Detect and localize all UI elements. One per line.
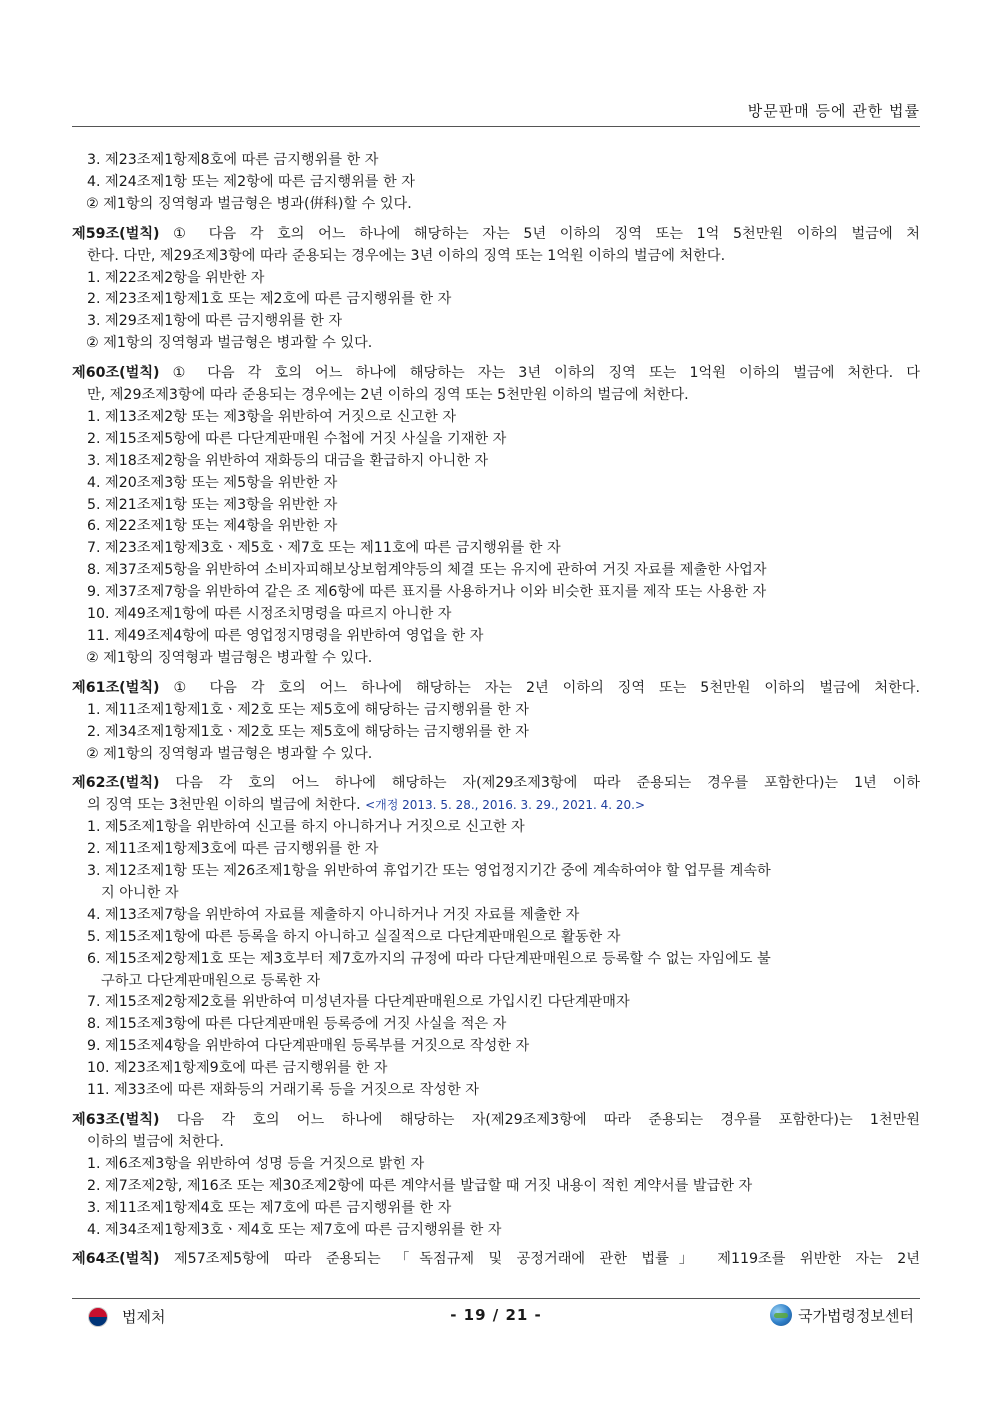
globe-logo-icon bbox=[770, 1304, 792, 1326]
article-heading bbox=[72, 1110, 920, 1132]
clause-item: 10. 제49조제1항에 따른 시정조치명령을 따르지 아니한 자 bbox=[87, 606, 452, 623]
continuation-text: 의 징역 또는 3천만원 이하의 벌금에 처한다. bbox=[87, 797, 366, 814]
clause-item: 4. 제20조제3항 또는 제5항을 위반한 자 bbox=[87, 474, 338, 491]
clause-item: 4. 제24조제1항 또는 제2항에 따른 금지행위를 한 자 bbox=[87, 173, 415, 190]
article-lead-text: 다음 각 호의 어느 하나에 해당하는 자(제29조제3항에 따라 준용되는 경우를 포함한다)는 1천만원 bbox=[159, 1112, 920, 1128]
clause-item: 7. 제15조제2항제2호를 위반하여 미성년자를 다단계판매원으로 가입시킨 다단계판매자 bbox=[87, 994, 630, 1011]
clause-item: 1. 제11조제1항제1호ㆍ제2호 또는 제5호에 해당하는 금지행위를 한 자 bbox=[87, 701, 529, 718]
clause-item: 10. 제23조제1항제9호에 따른 금지행위를 한 자 bbox=[87, 1060, 388, 1077]
article-number: 제63조(벌칙) bbox=[72, 1112, 160, 1128]
article-number: 제60조(벌칙) bbox=[72, 365, 160, 382]
clause-item: 6. 제22조제1항 또는 제4항을 위반한 자 bbox=[87, 518, 338, 535]
article-continuation bbox=[72, 795, 920, 817]
paragraph-item: ② 제1항의 징역형과 벌금형은 병과할 수 있다. bbox=[86, 335, 373, 352]
footer-left-label: 법제처 bbox=[122, 1308, 166, 1326]
footer-law-center bbox=[770, 1304, 914, 1326]
clause-item: 4. 제13조제7항을 위반하여 자료를 제출하지 아니하거나 거짓 자료를 제출한 자 bbox=[87, 906, 580, 923]
clause-item: 3. 제12조제1항 또는 제26조제1항을 위반하여 휴업기간 또는 영업정지기간 중에 계속하여야 할 업무를 계속하 bbox=[87, 863, 771, 880]
clause-item: 5. 제15조제1항에 따른 등록을 하지 아니하고 실질적으로 다단계판매원으로 활동한 자 bbox=[87, 928, 621, 945]
clause-item: 1. 제5조제1항을 위반하여 신고를 하지 아니하거나 거짓으로 신고한 자 bbox=[87, 819, 525, 836]
clause-item: 2. 제23조제1항제1호 또는 제2호에 따른 금지행위를 한 자 bbox=[87, 291, 452, 308]
article-lead-text: ① 다음 각 호의 어느 하나에 해당하는 자는 3년 이하의 징역 또는 1억원 이하의 벌금에 처한다. 다 bbox=[159, 365, 920, 382]
clause-item: 8. 제15조제3항에 따른 다단계판매원 등록증에 거짓 사실을 적은 자 bbox=[87, 1016, 507, 1033]
clause-item: 2. 제34조제1항제1호ㆍ제2호 또는 제5호에 해당하는 금지행위를 한 자 bbox=[87, 723, 529, 740]
clause-item: 11. 제33조에 따른 재화등의 거래기록 등을 거짓으로 작성한 자 bbox=[87, 1082, 479, 1099]
article-heading bbox=[72, 1249, 920, 1271]
article-continuation: 구하고 다단계판매원으로 등록한 자 bbox=[101, 972, 321, 989]
article-number: 제61조(벌칙) bbox=[72, 679, 160, 696]
clause-item: 3. 제18조제2항을 위반하여 재화등의 대금을 환급하지 아니한 자 bbox=[87, 452, 489, 469]
document-title: 방문판매 등에 관한 법률 bbox=[747, 102, 920, 120]
clause-item: 8. 제37조제5항을 위반하여 소비자피해보상보험계약등의 체결 또는 유지에 관하여 거짓 자료를 제출한 사업자 bbox=[87, 562, 767, 579]
page-number: - 19 / 21 - bbox=[450, 1306, 542, 1324]
article-heading bbox=[72, 773, 920, 795]
clause-item: 1. 제6조제3항을 위반하여 성명 등을 거짓으로 밝힌 자 bbox=[87, 1155, 425, 1172]
clause-item: 1. 제13조제2항 또는 제3항을 위반하여 거짓으로 신고한 자 bbox=[87, 408, 457, 425]
article-lead-text: ① 다음 각 호의 어느 하나에 해당하는 자는 5년 이하의 징역 또는 1억 5천만원 이하의 벌금에 처 bbox=[159, 225, 920, 242]
footer-right-label: 국가법령정보센터 bbox=[798, 1306, 914, 1325]
clause-item: 11. 제49조제4항에 따른 영업정지명령을 위반하여 영업을 한 자 bbox=[87, 628, 484, 644]
article-lead-text: ① 다음 각 호의 어느 하나에 해당하는 자는 2년 이하의 징역 또는 5천만원 이하의 벌금에 처한다. bbox=[159, 679, 920, 696]
paragraph-item: ② 제1항의 징역형과 벌금형은 병과할 수 있다. bbox=[86, 745, 373, 762]
article-number: 제64조(벌칙) bbox=[72, 1251, 160, 1268]
article-continuation: 이하의 벌금에 처한다. bbox=[87, 1133, 224, 1150]
article-continuation: 한다. 다만, 제29조제3항에 따라 준용되는 경우에는 3년 이하의 징역 또는 1억원 이하의 벌금에 처한다. bbox=[87, 247, 726, 264]
clause-item: 9. 제37조제7항을 위반하여 같은 조 제6항에 따른 표지를 사용하거나 이와 비슷한 표지를 제작 또는 사용한 자 bbox=[87, 584, 767, 601]
law-text-body bbox=[72, 150, 920, 1271]
article-number: 제59조(벌칙) bbox=[72, 225, 160, 242]
article-heading bbox=[72, 363, 920, 385]
article-heading bbox=[72, 678, 920, 700]
clause-item: 5. 제21조제1항 또는 제3항을 위반한 자 bbox=[87, 496, 338, 513]
article-lead-text: 다음 각 호의 어느 하나에 해당하는 자(제29조제3항에 따라 준용되는 경우를 포함한다)는 1년 이하 bbox=[159, 775, 920, 792]
header-divider bbox=[72, 126, 920, 127]
paragraph-item: ② 제1항의 징역형과 벌금형은 병과(倂科)할 수 있다. bbox=[86, 195, 412, 212]
footer-divider bbox=[72, 1298, 920, 1299]
clause-item: 6. 제15조제2항제1호 또는 제3호부터 제7호까지의 규정에 따라 다단계판매원으로 등록할 수 없는 자임에도 불 bbox=[87, 950, 771, 967]
article-continuation: 만, 제29조제3항에 따라 준용되는 경우에는 2년 이하의 징역 또는 5천만원 이하의 벌금에 처한다. bbox=[87, 387, 689, 404]
paragraph-item: ② 제1항의 징역형과 벌금형은 병과할 수 있다. bbox=[86, 649, 373, 666]
clause-item: 3. 제11조제1항제4호 또는 제7호에 따른 금지행위를 한 자 bbox=[87, 1199, 452, 1216]
amendment-note: <개정 2013. 5. 28., 2016. 3. 29., 2021. 4. 20.> bbox=[365, 798, 646, 813]
clause-item: 9. 제15조제4항을 위반하여 다단계판매원 등록부를 거짓으로 작성한 자 bbox=[87, 1038, 530, 1055]
clause-item: 2. 제11조제1항제3호에 따른 금지행위를 한 자 bbox=[87, 841, 379, 858]
article-lead-text: 제57조제5항에 따라 준용되는 「독점규제 및 공정거래에 관한 법률」 제119조를 위반한 자는 2년 bbox=[159, 1251, 920, 1268]
clause-item: 1. 제22조제2항을 위반한 자 bbox=[87, 269, 265, 286]
clause-item: 4. 제34조제1항제3호ㆍ제4호 또는 제7호에 따른 금지행위를 한 자 bbox=[87, 1221, 502, 1238]
article-number: 제62조(벌칙) bbox=[72, 775, 160, 792]
article-heading bbox=[72, 224, 920, 246]
clause-item: 2. 제7조제2항, 제16조 또는 제30조제2항에 따른 계약서를 발급할 때 거짓 내용이 적힌 계약서를 발급한 자 bbox=[87, 1177, 753, 1194]
clause-item: 7. 제23조제1항제3호ㆍ제5호ㆍ제7호 또는 제11호에 따른 금지행위를 한 자 bbox=[87, 540, 561, 557]
clause-item: 3. 제23조제1항제8호에 따른 금지행위를 한 자 bbox=[87, 152, 379, 168]
clause-item: 3. 제29조제1항에 따른 금지행위를 한 자 bbox=[87, 313, 343, 330]
article-continuation: 지 아니한 자 bbox=[101, 884, 179, 901]
clause-item: 2. 제15조제5항에 따른 다단계판매원 수첩에 거짓 사실을 기재한 자 bbox=[87, 430, 507, 447]
